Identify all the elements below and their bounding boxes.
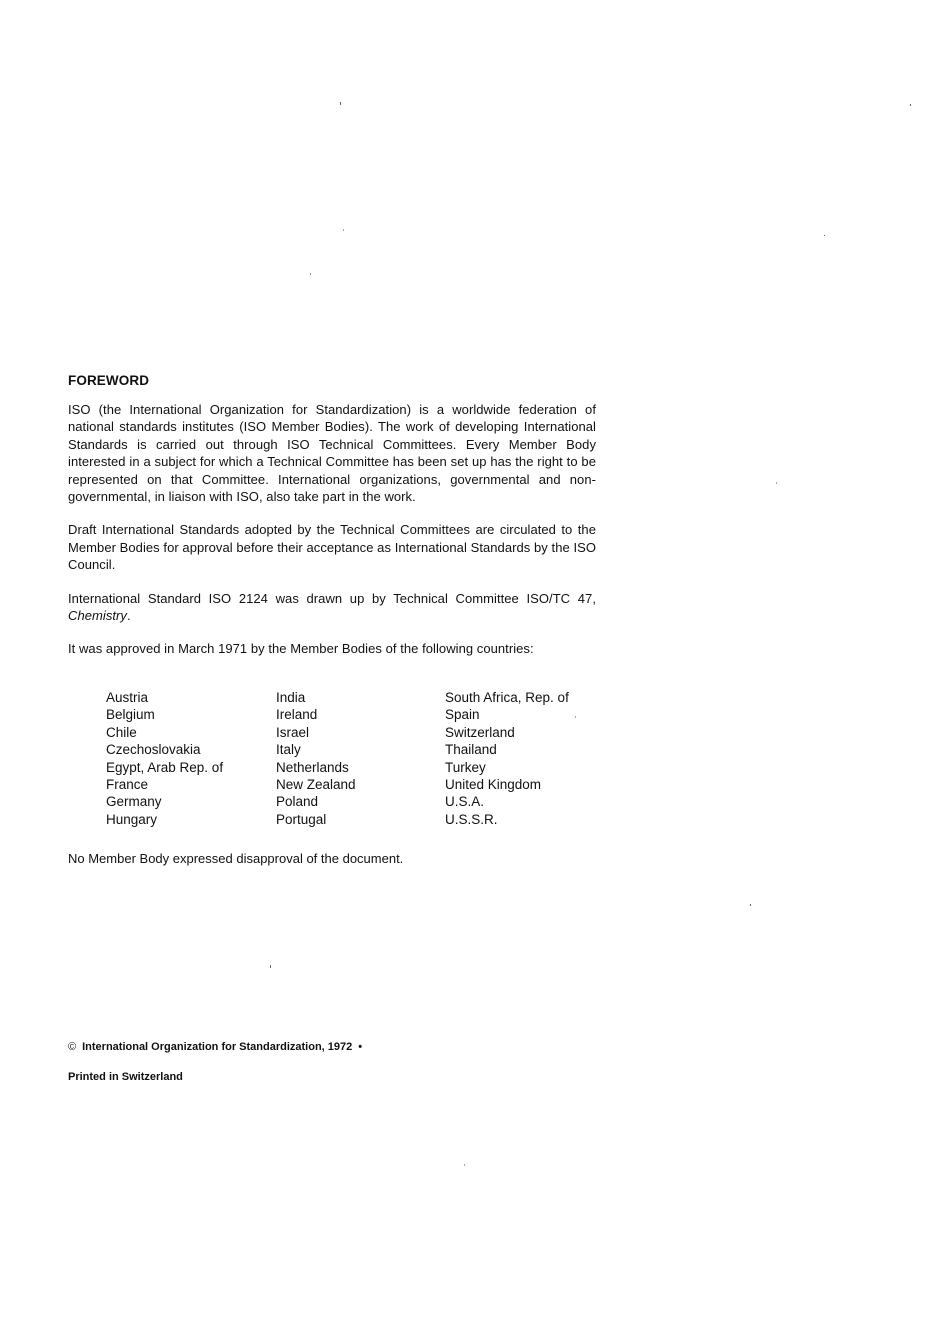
- foreword-section: [68, 372, 596, 674]
- country-item: Ireland: [276, 707, 318, 723]
- country-item: Italy: [276, 742, 301, 758]
- foreword-heading: FOREWORD: [68, 373, 150, 388]
- country-item: Egypt, Arab Rep. of: [106, 759, 224, 775]
- copyright-icon: ©: [68, 1041, 77, 1053]
- country-item: U.S.S.R.: [445, 811, 498, 827]
- paragraph-iso-intro: ISO (the International Organization for Standardization) is a worldwide federation of national standards institutes (ISO Member Bodies). The work of developing International Standards is carried out through ISO Technical Committees. Every Member Body interested in a subject for which a Technical Committee has been set up has the right to be represented on that Committee. International organizations, governmental and non-governmental, in liaison with ISO, also take part in the work.: [68, 402, 596, 505]
- country-item: South Africa, Rep. of: [445, 690, 569, 705]
- printed-in-notice: Printed in Switzerland: [68, 1071, 183, 1083]
- country-item: U.S.A.: [445, 794, 485, 810]
- country-item: Austria: [106, 690, 149, 705]
- paragraph-approval: It was approved in March 1971 by the Member Bodies of the following countries:: [68, 641, 534, 657]
- scan-speck: [343, 229, 344, 231]
- paragraph-iso-2124: [68, 590, 596, 625]
- scan-speck: [340, 102, 341, 105]
- country-item: Hungary: [106, 811, 158, 827]
- countries-column-2: [276, 689, 356, 828]
- countries-column-3: [445, 689, 569, 828]
- country-item: Netherlands: [276, 759, 349, 775]
- scan-speck: [776, 482, 777, 484]
- scan-speck: [910, 104, 911, 106]
- copyright-notice: [68, 1040, 362, 1054]
- country-item: Czechoslovakia: [106, 742, 201, 758]
- country-item: Belgium: [106, 707, 155, 723]
- scan-speck: [464, 1164, 465, 1166]
- country-item: Turkey: [445, 759, 486, 775]
- scan-speck: [270, 965, 271, 968]
- country-item: Chile: [106, 724, 137, 740]
- country-item: Germany: [106, 794, 162, 810]
- paragraph-draft-standards: Draft International Standards adopted by the Technical Committees are circulated to the Member Bodies for approval before their acceptance as International Standards by the ISO Council.: [68, 522, 596, 573]
- country-item: Israel: [276, 724, 310, 740]
- country-item: Thailand: [445, 742, 497, 758]
- iso-2124-suffix: .: [126, 608, 131, 624]
- scan-speck: [824, 235, 825, 236]
- committee-name: Chemistry: [68, 608, 127, 624]
- country-item: Switzerland: [445, 724, 515, 740]
- country-item: Spain: [445, 707, 480, 723]
- bullet-icon: •: [358, 1041, 363, 1053]
- copyright-text: International Organization for Standardization, 1972: [82, 1041, 353, 1053]
- country-item: France: [106, 777, 149, 793]
- approving-countries-list: [106, 689, 606, 834]
- country-item: New Zealand: [276, 777, 356, 793]
- scan-speck: [310, 273, 311, 275]
- country-item: Poland: [276, 794, 319, 810]
- countries-column-1: [106, 689, 223, 828]
- country-item: India: [276, 690, 306, 705]
- country-item: Portugal: [276, 811, 327, 827]
- scan-speck: [750, 904, 751, 906]
- iso-2124-text: International Standard ISO 2124 was drawn up by Technical Committee ISO/TC 47,: [68, 590, 596, 606]
- closing-statement: No Member Body expressed disapproval of the document.: [68, 851, 404, 866]
- country-item: United Kingdom: [445, 777, 542, 793]
